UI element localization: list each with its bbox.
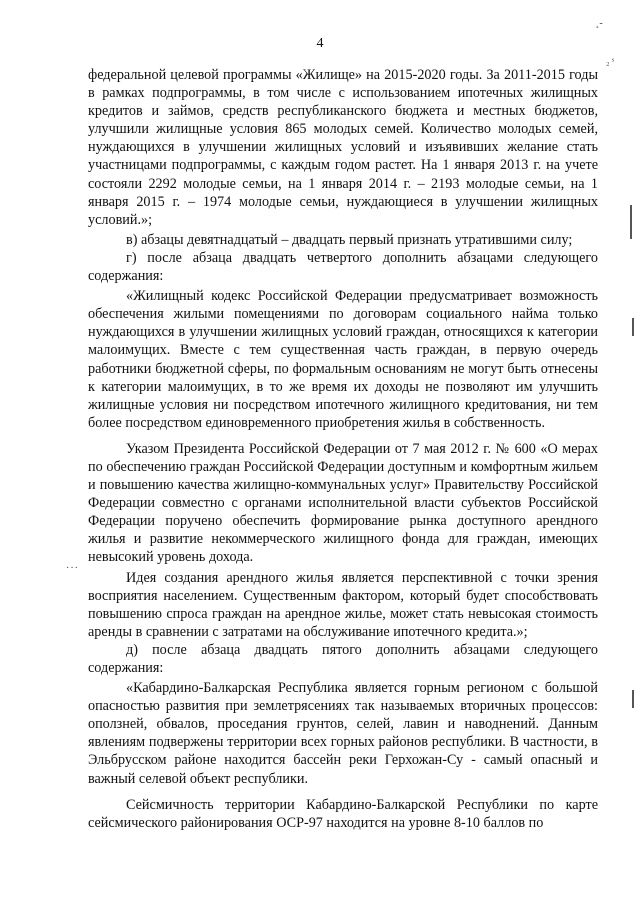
margin-mark: ₂ ˢ xyxy=(606,56,615,67)
paragraph-item-d: д) после абзаца двадцать пятого дополнить абзацами следующего содержания: xyxy=(88,641,598,676)
paragraph-rental-housing: Идея создания арендного жилья является перспективной с точки зрения восприятия населением. Существенным фактором, который будет способствовать повышению спроса граждан на арендное жилье, может стать невысокая стоимость аренды в сравнении с затратами на обслуживание ипотечного кредита.»; xyxy=(88,569,598,640)
paragraph-seismicity: Сейсмичность территории Кабардино-Балкарской Республики по карте сейсмического районирования ОСР-97 находится на уровне 8-10 баллов по xyxy=(88,796,598,831)
margin-mark: ˛‑ xyxy=(596,18,603,29)
document-body xyxy=(88,66,598,832)
paragraph-item-g: г) после абзаца двадцать четвертого дополнить абзацами следующего содержания: xyxy=(88,249,598,285)
paragraph-presidential-decree: Указом Президента Российской Федерации от 7 мая 2012 г. № 600 «О мерах по обеспечению граждан Российской Федерации доступным и комфортным жильем и повышению качества жилищно-коммунальных услуг» Правительству Российской Федерации совместно с органами исполнительной власти субъектов Российской Федерации поручено обеспечить формирование рынка доступного арендного жилья и развитие некоммерческого жилищного фонда для граждан, имеющих невысокий уровень дохода. xyxy=(88,440,598,566)
paragraph-quote-kbr: «Кабардино-Балкарская Республика является горным регионом с большой опасностью развития при землетрясениях так называемых вторичных процессов: оползней, обвалов, проседания грунтов, селей, лавин и наводнений. Данным явлениям подвержены территории всех горных районов республики. В частности, в Эльбрусском районе находится бассейн реки Герхожан-Су - самый опасный и важный селевой объект республики. xyxy=(88,680,598,787)
paragraph-quote-housing-code: «Жилищный кодекс Российской Федерации предусматривает возможность обеспечения жилыми помещениями по договорам социального найма только нуждающихся в улучшении жилищных условий граждан, относящихся к категории малоимущих. Вместе с тем существенная часть граждан, в первую очередь работники бюджетной сферы, по формальным основаниям не могут быть отнесены к категории малоимущих, в то же время их доходы не позволяют им улучшить жилищные условия ни посредством ипотечного жилищного кредитования, ни тем более посредством единовременного приобретения жилья в собственность. xyxy=(88,288,598,431)
scan-edge-mark xyxy=(630,205,632,239)
paragraph-continuation: федеральной целевой программы «Жилище» на 2015-2020 годы. За 2011-2015 годы в рамках подпрограммы, в том числе с использованием ипотечных жилищных кредитов и займов, средств республиканского бюджета и местных бюджетов, улучшили жилищные условия 865 молодых семей. Количество молодых семей, нуждающихся в улучшении жилищных условий и изъявивших желание стать участницами подпрограммы, с каждым годом растет. На 1 января 2013 г. на учете состояли 2292 молодые семьи, на 1 января 2014 г. – 2193 молодые семьи, на 1 января 2015 г. – 1974 молодые семьи, нуждающиеся в улучшении жилищных условий.»; xyxy=(88,67,598,228)
paragraph-item-v: в) абзацы девятнадцатый – двадцать первый признать утратившими силу; xyxy=(126,231,573,248)
scan-edge-mark xyxy=(632,318,634,336)
page-number: 4 xyxy=(316,36,324,51)
margin-dots: ··· xyxy=(66,563,79,574)
scan-edge-mark xyxy=(632,690,634,708)
